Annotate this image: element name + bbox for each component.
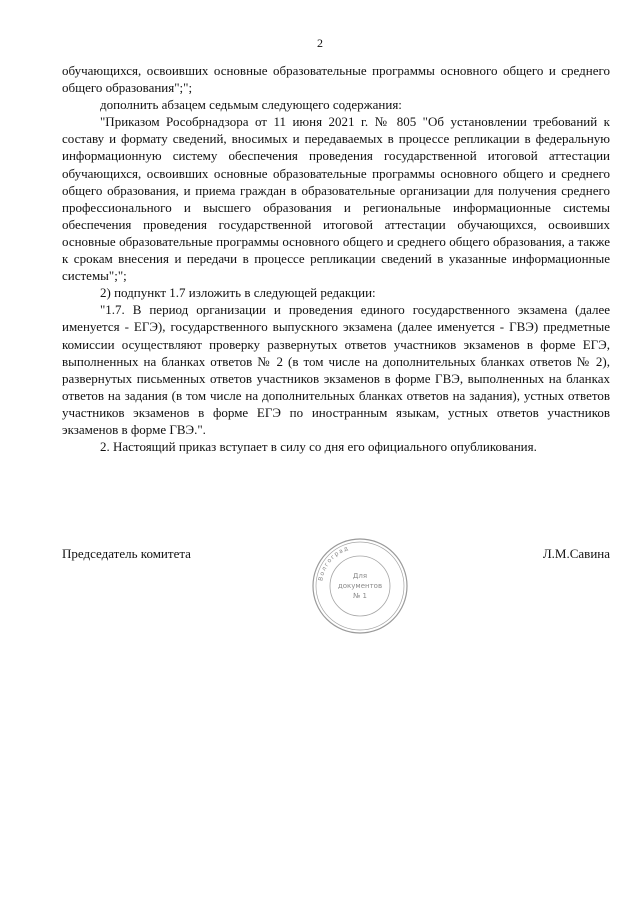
signer-name: Л.М.Савина: [542, 546, 610, 561]
signer-title: Председатель комитета: [62, 546, 191, 561]
document-body: [62, 62, 610, 455]
paragraph-continuation: обучающихся, освоивших основные образовательные программы основного общего и среднего общего образования";";: [62, 63, 610, 96]
paragraph-order-reference: "Приказом Рособрнадзора от 11 июня 2021 г. № 805 "Об установлении требований к составу и формату сведений, вносимых и передаваемых в процессе репликации в федеральную информационную систему обеспечения проведения государственной итоговой аттестации обучающихся, освоивших основные образовательные программы основного общего и среднего общего образования, и приема граждан в образовательные организации для получения среднего профессионального и высшего образования и региональные информационные системы обеспечения проведения государственной итоговой аттестации обучающихся, освоивших основные образовательные программы основного общего и среднего общего образования, а также к срокам внесения и передачи в процессе репликации сведений в указанные информационные системы";";: [62, 114, 610, 284]
paragraph-effective-date: 2. Настоящий приказ вступает в силу со дня его официального опубликования.: [100, 439, 537, 455]
seal-center-line-2: документов: [337, 582, 383, 590]
paragraph-clause-1-7: "1.7. В период организации и проведения единого государственного экзамена (далее именуется - ЕГЭ), государственного выпускного экзамена (далее именуется - ГВЭ) предметные комиссии осуществляют проверку развернутых ответов участников экзаменов в форме ЕГЭ, выполненных на бланках ответов № 2 (в том числе на дополнительных бланках ответов № 2), развернутых письменных ответов участников экзаменов в форме ГВЭ, выполненных на бланках ответов на задания (в том числе на дополнительных бланках ответов на задания), устных ответов участников экзаменов в форме ЕГЭ по иностранным языкам, устных ответов участников экзаменов в форме ГВЭ.".: [62, 302, 610, 437]
official-seal-stamp: [310, 536, 410, 636]
seal-center-line-1: Для: [352, 572, 368, 580]
page-number: 2: [317, 36, 323, 50]
seal-ring-text: Волгоград: [317, 544, 351, 582]
paragraph-add-clause: дополнить абзацем седьмым следующего содержания:: [100, 97, 402, 113]
paragraph-subpoint-2: 2) подпункт 1.7 изложить в следующей редакции:: [100, 285, 376, 301]
seal-center-line-3: № 1: [353, 592, 367, 600]
